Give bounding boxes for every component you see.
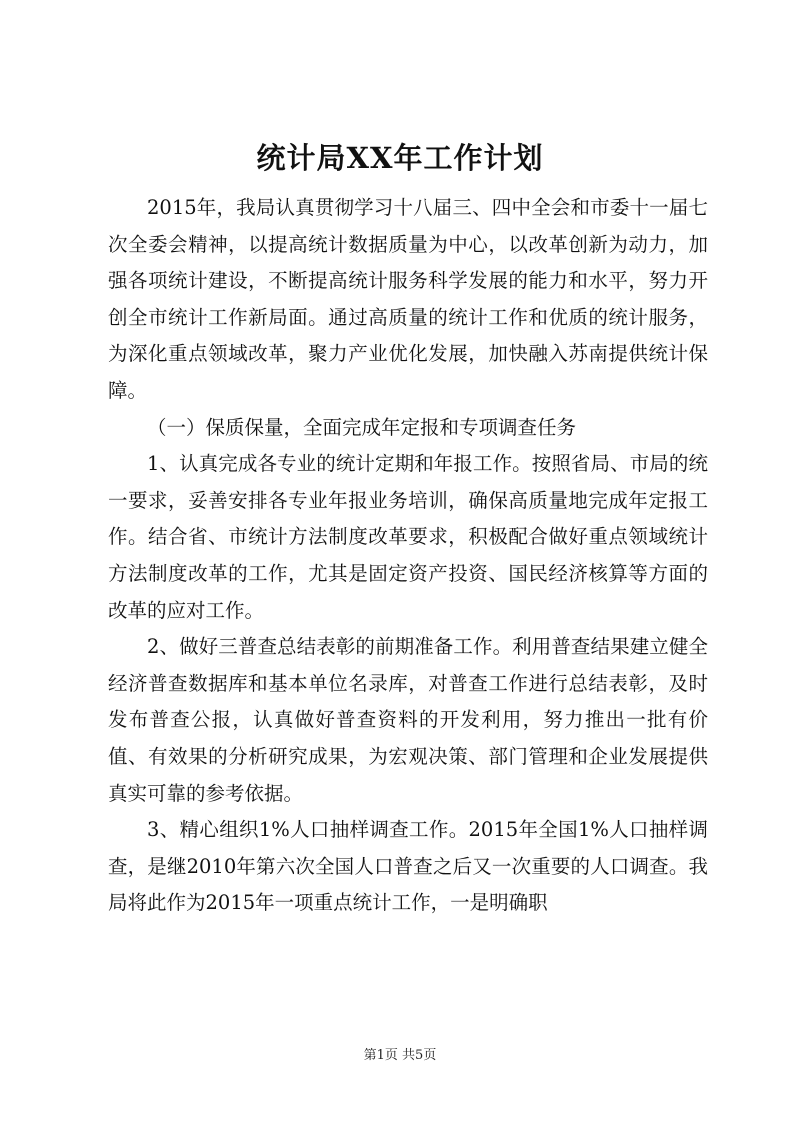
item-paragraph-1: 1、认真完成各专业的统计定期和年报工作。按照省局、市局的统一要求，妥善安排各专业年报业务培训，确保高质量地完成年定报工作。结合省、市统计方法制度改革要求，积极配合做好重点领域统计方法制度改革的工作，尤其是固定资产投资、国民经济核算等方面的改革的应对工作。 [108, 452, 708, 622]
intro-paragraph: 2015年，我局认真贯彻学习十八届三、四中全会和市委十一届七次全委会精神，以提高统计数据质量为中心，以改革创新为动力，加强各项统计建设，不断提高统计服务科学发展的能力和水平，努力开创全市统计工作新局面。通过高质量的统计工作和优质的统计服务，为深化重点领域改革，聚力产业优化发展，加快融入苏南提供统计保障。 [108, 196, 708, 402]
document-body [108, 190, 708, 922]
item-paragraph-2: 2、做好三普查总结表彰的前期准备工作。利用普查结果建立健全经济普查数据库和基本单位名录库，对普查工作进行总结表彰，及时发布普查公报，认真做好普查资料的开发利用，努力推出一批有价值、有效果的分析研究成果，为宏观决策、部门管理和企业发展提供真实可靠的参考依据。 [108, 635, 708, 805]
page-footer: 第1页 共5页 [363, 1048, 437, 1063]
section-heading: （一）保质保量，全面完成年定报和专项调查任务 [147, 415, 577, 439]
item-paragraph-3: 3、精心组织1%人口抽样调查工作。2015年全国1%人口抽样调查，是继2010年第六次全国人口普查之后又一次重要的人口调查。我局将此作为2015年一项重点统计工作，一是明确职 [108, 818, 708, 915]
document-title: 统计局XX年工作计划 [256, 141, 544, 175]
